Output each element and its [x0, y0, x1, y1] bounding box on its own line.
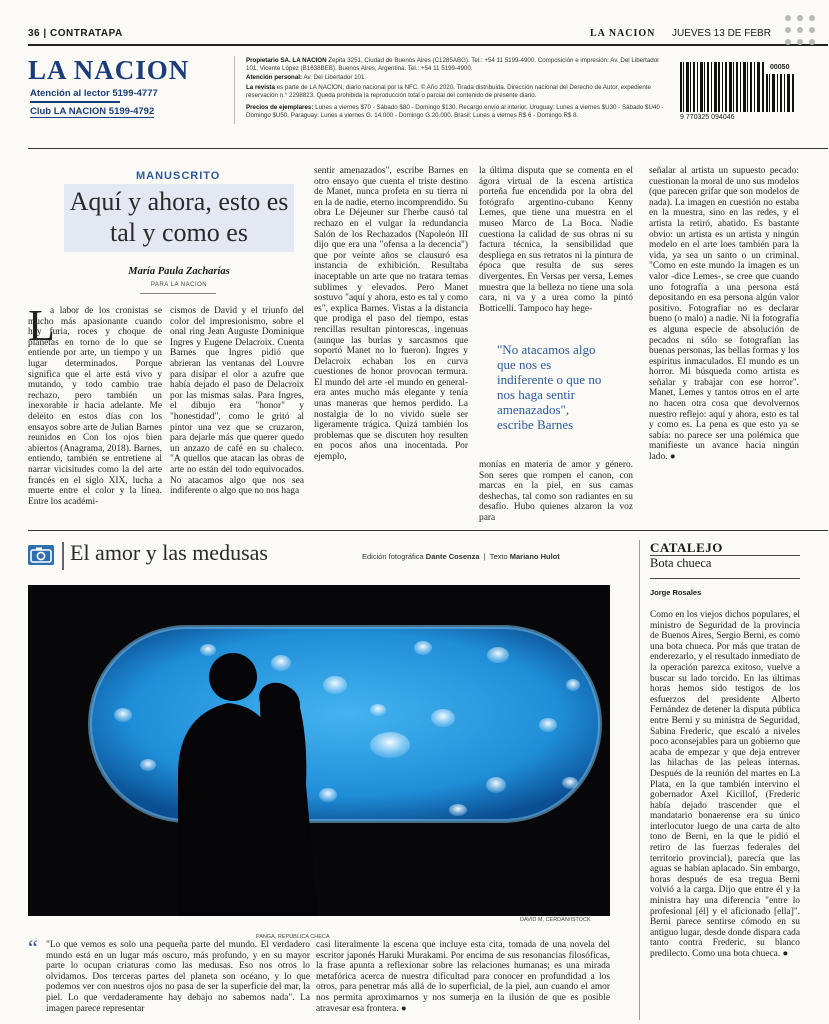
aquarium-silhouette-image	[28, 585, 610, 916]
barcode-code: 00050	[770, 64, 790, 71]
club-contact[interactable]: Club LA NACION 5199-4792	[30, 106, 155, 117]
header-brand: LA NACION	[590, 28, 656, 39]
article-column-2: cismos de David y el triunfo del color del impresionismo, sobre el onal ring Jean Auguste Dominique Ingres y Eugene Delacroix. Cuenta Barnes que Ingres pidió que abrieran las ventanas del Louvre para disipar el olor a azufre que había dejado el paso de Delacroix por las mismas salas. Para Ingres, el dibujo era "honor" y "honestidad", como le gritó al pintor una vez que se cruzaron, para dejarle más que querer quedo un anzazo de café en su chaleco. "A quellos que atacan las obras de arte no están del todo equivocados. No atacamos algo que nos sea indiferente o algo que no nos haga	[170, 306, 304, 497]
top-rule	[28, 44, 828, 46]
contact-rule	[30, 101, 120, 103]
drop-cap: L	[28, 301, 55, 350]
article-column-1: a labor de los cronistas se mucho más apasionante cuando hay furia, roces y choque de planetas en torno de lo que se entiende por arte, un tiempo y un lugar determinados. Porque significa que el arte está vivo y mutando, y todo cambio trae rechazo, pero también un inexorable ir hacia adelante. Me deleito en estos días con los ensayos sobre arte de Julian Barnes reunidos en Con los ojos bien abiertos (Anagrama, 2018). Barnes, entiendo, también se entretiene al narrar vicisitudes como la del arte francés en el siglo XIX, lucha a muerte entre el color y la línea. Entre los académi-	[28, 306, 162, 507]
imprint-line-3: La revista es parte de LA NACION, diario nacional por la NFC. © Año 2020. Tirada distribuida. Dirección nacional del Derecho de Autor, expediente reservación n.° 2298823. Queda prohibida la reproducción total o parcial del contenido de presente diario.	[246, 84, 651, 100]
photo-caption-column-1: "Lo que vemos es solo una pequeña parte del mundo. El verdadero mundo está en un lugar más oscuro, más profundo, y en su mayor parte lo ocupan criaturas como las medusas. Eso nos otros lo olvidamos. Dos terceras partes del planeta son océano, y lo que podemos ver con nuestros ojos no pasa de ser la superficie del mar, la piel. Lo que verdaderamente hay debajo no sabemos nada". La imagen parece representar	[46, 940, 310, 1014]
sidebar-divider	[639, 540, 640, 1020]
quote-mark-icon: “	[28, 935, 38, 960]
imprint-line-1: Propietario SA. LA NACION Zepita 3251, Ciudad de Buenos Aires (C1285ABG). Tel.: +54 11 5199-4900. Composición e impresión: Av. Del Libertador 101, Vicente López (B1638BEB). Buenos Aires, Argentina. Tel.: +54 11 5199-4900.	[246, 57, 660, 73]
reader-service: Atención al lector 5199-4777	[30, 88, 158, 99]
sidebar-title: Bota chueca	[650, 556, 712, 570]
article-column-6: señalar al artista un supuesto pecado: cuestionan la moral de uno sus modelos (que parecen grifar que son modelos de nada). La imagen en cuestión no estaba en la muestra, sino en las redes, y el artista la retiró, abatido. Es bastante obvio: un artista es un artista y ningún modelo en el arte loes también para la vida, ya sea un santo o un criminal. "Como en este mundo la imagen es un valor -dice Lemes-, se cree que cuando uno fotografía a una persona está depositando en esa persona algún valor positivo. Fotografiar no es declarar bueno (o malo) a nadie. Ni la fotografía es alguna especie de absolución de pecados ni sólo se fotografían las buenas personas, las bellas formas y los espíritus inmaculados. El mundo es un horror. Mi búsqueda como artista es señalar y trabajar con ese horror". Manet, Lemes y tantos otros en el arte no hacen otra cosa que devolvernos nuestro reflejo: aquí y ahora, esto es tal y como es. La pena es que esto ya se sabía: no parece ser una polémica que manifieste un avance hacia ningún lado. ●	[649, 166, 799, 463]
header-date: JUEVES 13 DE FEBR	[672, 28, 771, 39]
photo-credit: DAVID M. CERDÁN/ISTOCK	[520, 917, 591, 923]
sidebar-section: CATALEJO	[650, 540, 723, 555]
article-kicker: MANUSCRITO	[136, 170, 221, 182]
photo-essay-title: El amor y las medusas	[70, 540, 268, 565]
imprint-line-2: Atención personal: Av. Del Libertador 101.	[246, 74, 367, 81]
article-byline: María Paula Zacharías	[128, 266, 230, 277]
pull-quote: "No atacamos algo que nos es indiferente o que no nos haga sentir amenazados", escribe Barnes	[497, 342, 602, 432]
aquarium-photo	[28, 585, 610, 916]
menu-dots-icon[interactable]	[782, 12, 822, 52]
byline-rule	[140, 293, 216, 294]
article-column-3: sentir amenazados", escribe Barnes en otro ensayo que cuenta el triste destino de Manet, nunca profeta en su tierra ni en la de nadie, eterno incomprendido. Su obra Le Déjeuner sur l'herbe causó tal rechazo en el vulgar la redundancia Salón de los Rechazados (Napoleón III dijo que era una "ofensa a la decencia") que por veinte años se clausuró esa instancia de exhibición. Resultaba inaceptable un arte que no tratara temas sublimes y elevados. Pero Manet sostuvo "aquí y ahora, esto es tal y como es", explica Barnes. Vistas a la distancia que prodiga el paso del tiempo, estas rencillas resultan pintorescas, ingenuas (aunque las burlas y sarcasmos que soportó Manet no lo fueron). Ingres y Delacroix echaban los en curva cuestiones de honor provocan termura. El mundo del arte -el mundo en general- era antes mucho más elegante y tenía unas maneras que hemos perdido. La nostalgia de lo no vivido suele ser ligeramente trágica. Quizá también los problemas que se discuten hoy resulten en pocos años una inocentada. Por ejemplo,	[314, 166, 468, 463]
title-separator	[62, 542, 64, 570]
byline-organization: PARA LA NACION	[150, 282, 208, 288]
section-rule	[28, 530, 828, 531]
photo-credits: Edición fotográfica Dante Cosenza | Texto Mariano Hulot	[362, 552, 560, 561]
sidebar-body: Como en los viejos dichos populares, el ministro de Seguridad de la provincia de Buenos Aires, Sergio Berni, es como una bota chueca. Por más que tratan de enderezarlo, y el resultado inmediato de la operación parezca exitoso, vuelve a buscar su lado torcido. En las últimas horas hemos sido testigos de los esfuerzos del presidente Alberto Fernández de detener la disputa pública entre Berni y su ministra de Seguridad, Sabina Frederic, que escaló a niveles poco aconsejables para un gobierno que acaba de empezar y que deja entrever las hilachas de las peleas internas. Después de la reunión del martes en La Plata, en la que también intervino el gobernador Axel Kicillof, (Frederic había dejado trascender que el mandatario bonaerense era su único interlocutor luego de una carta de alto tono de Berni, en la que le pidió el retiro de las fuerzas federales del territorio provincial), parecía que las aguas se habían aplacado. Sin embargo, horas después de esa tregua Berni volvió a la carga. Dijo que entre él y la ministra hay una diferencia "entre lo profesional [él] y el aficionado [ella]". Berni parece sentirse cómodo en su antiguo lugar, desde donde dispara cada tanto contra Frederic, su blanco predilecto. Como una bota chueca. ●	[650, 610, 800, 959]
sidebar-rule-2	[650, 578, 800, 579]
article-column-5: monías en materia de amor y género. Son seres que rompen el canon, con marcas en la piel, en sus camas deshechas, tal como son radiantes en su desafío. Hubo quienes alzaron la voz para	[479, 460, 633, 523]
article-headline: Aquí y ahora, esto es tal y como es	[69, 187, 289, 247]
page-number: 36 | CONTRATAPA	[28, 28, 123, 39]
photo-location: PANGA, REPÚBLICA CHECA	[256, 934, 330, 940]
barcode	[678, 58, 798, 126]
imprint-line-4: Precios de ejemplares: Lunes a viernes $70 - Sábado $80 - Domingo $130. Recargo envío al interior. Uruguay: Lunes a viernes $U30 - Sábado $U40 - Domingo $U50. Paraguay: Lunes a viernes G. 14.000 - Domingo G.20.000. Brasil: Lunes a viernes R$ 6 - Domingo R$ 8.	[246, 104, 664, 120]
camera-icon	[28, 545, 54, 565]
masthead-divider	[234, 56, 235, 124]
masthead-logo: LA NACION	[28, 55, 190, 85]
sidebar-byline: Jorge Rosales	[650, 588, 702, 597]
article-column-4: la última disputa que se comenta en el ágora virtual de la escena artística porteña fue encendida por la obra del fotógrafo argentino-cubano Kenny Lemes, que tiene una muestra en el museo Marco de La Boca. Nadie cuestiona la calidad de sus obras ni su factura técnica, la sensibilidad que despliega en sus retratos ni la pintura de época que resulta de sus seres divergentes. En Versas per versa, Lemes muestra que la belleza no tiene una sola cara, ni va y a urea como la pintó Botticelli. Tampoco hay hege-	[479, 166, 633, 314]
barcode-digits: 9 770325 094046	[680, 114, 735, 121]
masthead-rule	[28, 148, 828, 149]
photo-caption-column-2: casi literalmente la escena que incluye esta cita, tomada de una novela del escritor japonés Haruki Murakami. Por encima de sus resonancias filosóficas, la frase apunta a reflexionar sobre las relaciones humanas; es una mirada metafórica acerca de nuestra dificultad para conocer en profundidad a los otros, para penetrar más allá de lo superficial, de la piel, aun cuando el amor nos permita aproximarnos y nos sumerja en la ilusión de que es posible atravesar esa frontera. ●	[316, 940, 610, 1014]
